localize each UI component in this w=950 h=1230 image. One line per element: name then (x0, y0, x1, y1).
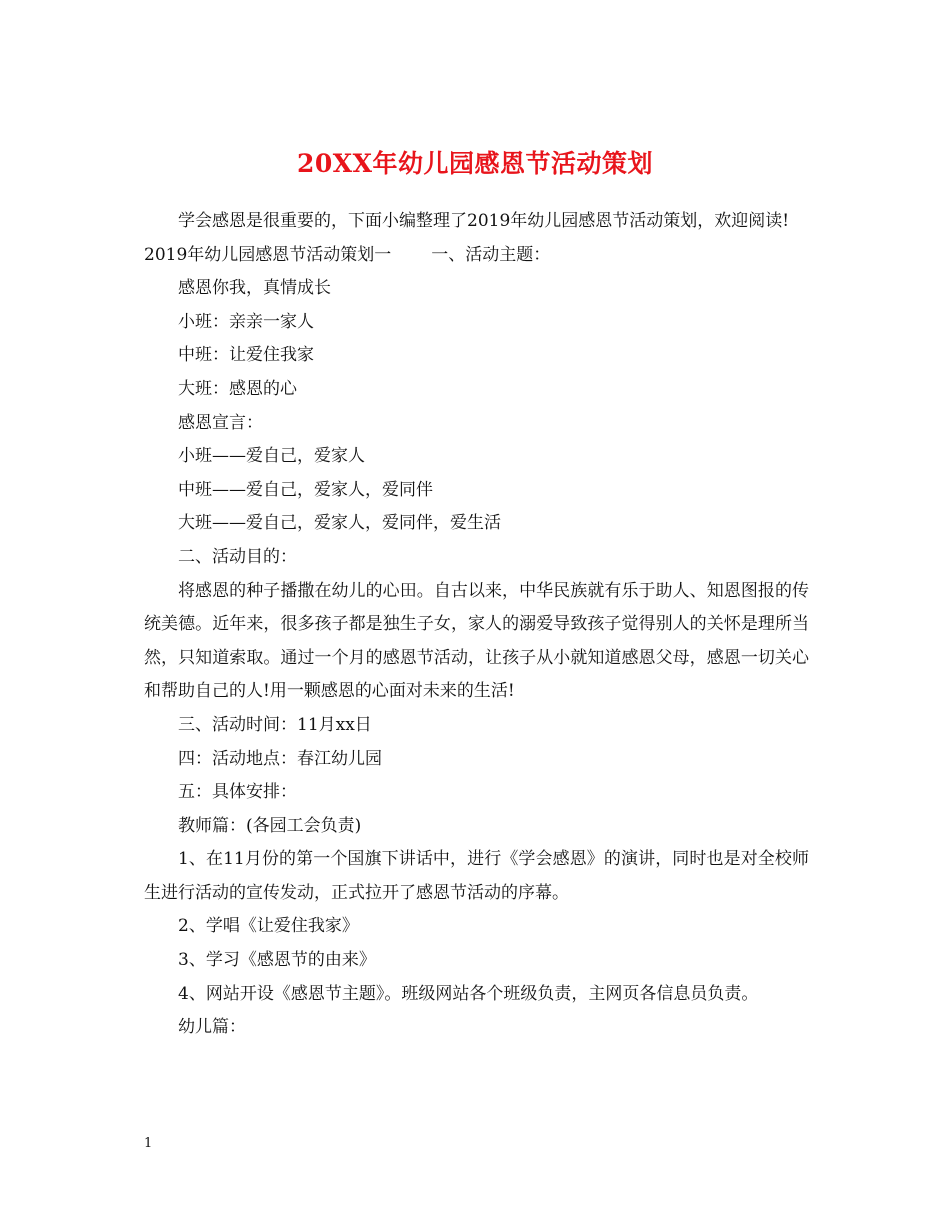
document-body (144, 205, 809, 1045)
children-section-heading: 幼儿篇： (178, 1017, 246, 1038)
section-heading-line (144, 239, 809, 273)
teacher-item-1: 1、在11月份的第一个国旗下讲话中，进行《学会感恩》的演讲，同时也是对全校师生进行活动的宣传发动，正式拉开了感恩节活动的序幕。 (144, 849, 809, 903)
teacher-item-2: 2、学唱《让爱住我家》 (178, 916, 359, 937)
declaration-heading: 感恩宣言： (178, 412, 263, 433)
middle-class-declaration: 中班——爱自己，爱家人，爱同伴 (178, 479, 433, 500)
purpose-heading: 二、活动目的： (178, 546, 297, 567)
theme-heading: 一、活动主题： (431, 244, 551, 265)
purpose-paragraph: 将感恩的种子播撒在幼儿的心田。自古以来，中华民族就有乐于助人、知恩图报的传统美德。近年来，很多孩子都是独生子女，家人的溺爱导致孩子觉得别人的关怀是理所当然，只知道索取。通过一个月的感恩节活动，让孩子从小就知道感恩父母，感恩一切关心和帮助自己的人!用一颗感恩的心面对未来的生活! (144, 580, 809, 702)
activity-time: 三、活动时间：11月xx日 (178, 714, 372, 735)
large-class-declaration: 大班——爱自己，爱家人，爱同伴，爱生活 (178, 513, 501, 534)
small-class-declaration: 小班——爱自己，爱家人 (178, 446, 365, 467)
section-heading: 2019年幼儿园感恩节活动策划一 (144, 244, 392, 265)
activity-location: 四：活动地点：春江幼儿园 (178, 748, 382, 769)
teacher-section-heading: 教师篇：(各园工会负责) (178, 815, 362, 836)
page-number: 1 (144, 1136, 153, 1151)
document-title: 20XX年幼儿园感恩节活动策划 (296, 148, 654, 178)
intro-paragraph: 学会感恩是很重要的，下面小编整理了2019年幼儿园感恩节活动策划，欢迎阅读! (178, 211, 790, 231)
arrangement-heading: 五：具体安排： (178, 782, 297, 803)
teacher-item-3: 3、学习《感恩节的由来》 (178, 950, 376, 971)
middle-class-theme: 中班：让爱住我家 (178, 345, 314, 366)
large-class-theme: 大班：感恩的心 (178, 378, 297, 399)
theme-line: 感恩你我，真情成长 (178, 278, 331, 299)
teacher-item-4: 4、网站开设《感恩节主题》。班级网站各个班级负责，主网页各信息员负责。 (178, 983, 759, 1004)
small-class-theme: 小班：亲亲一家人 (178, 311, 314, 332)
